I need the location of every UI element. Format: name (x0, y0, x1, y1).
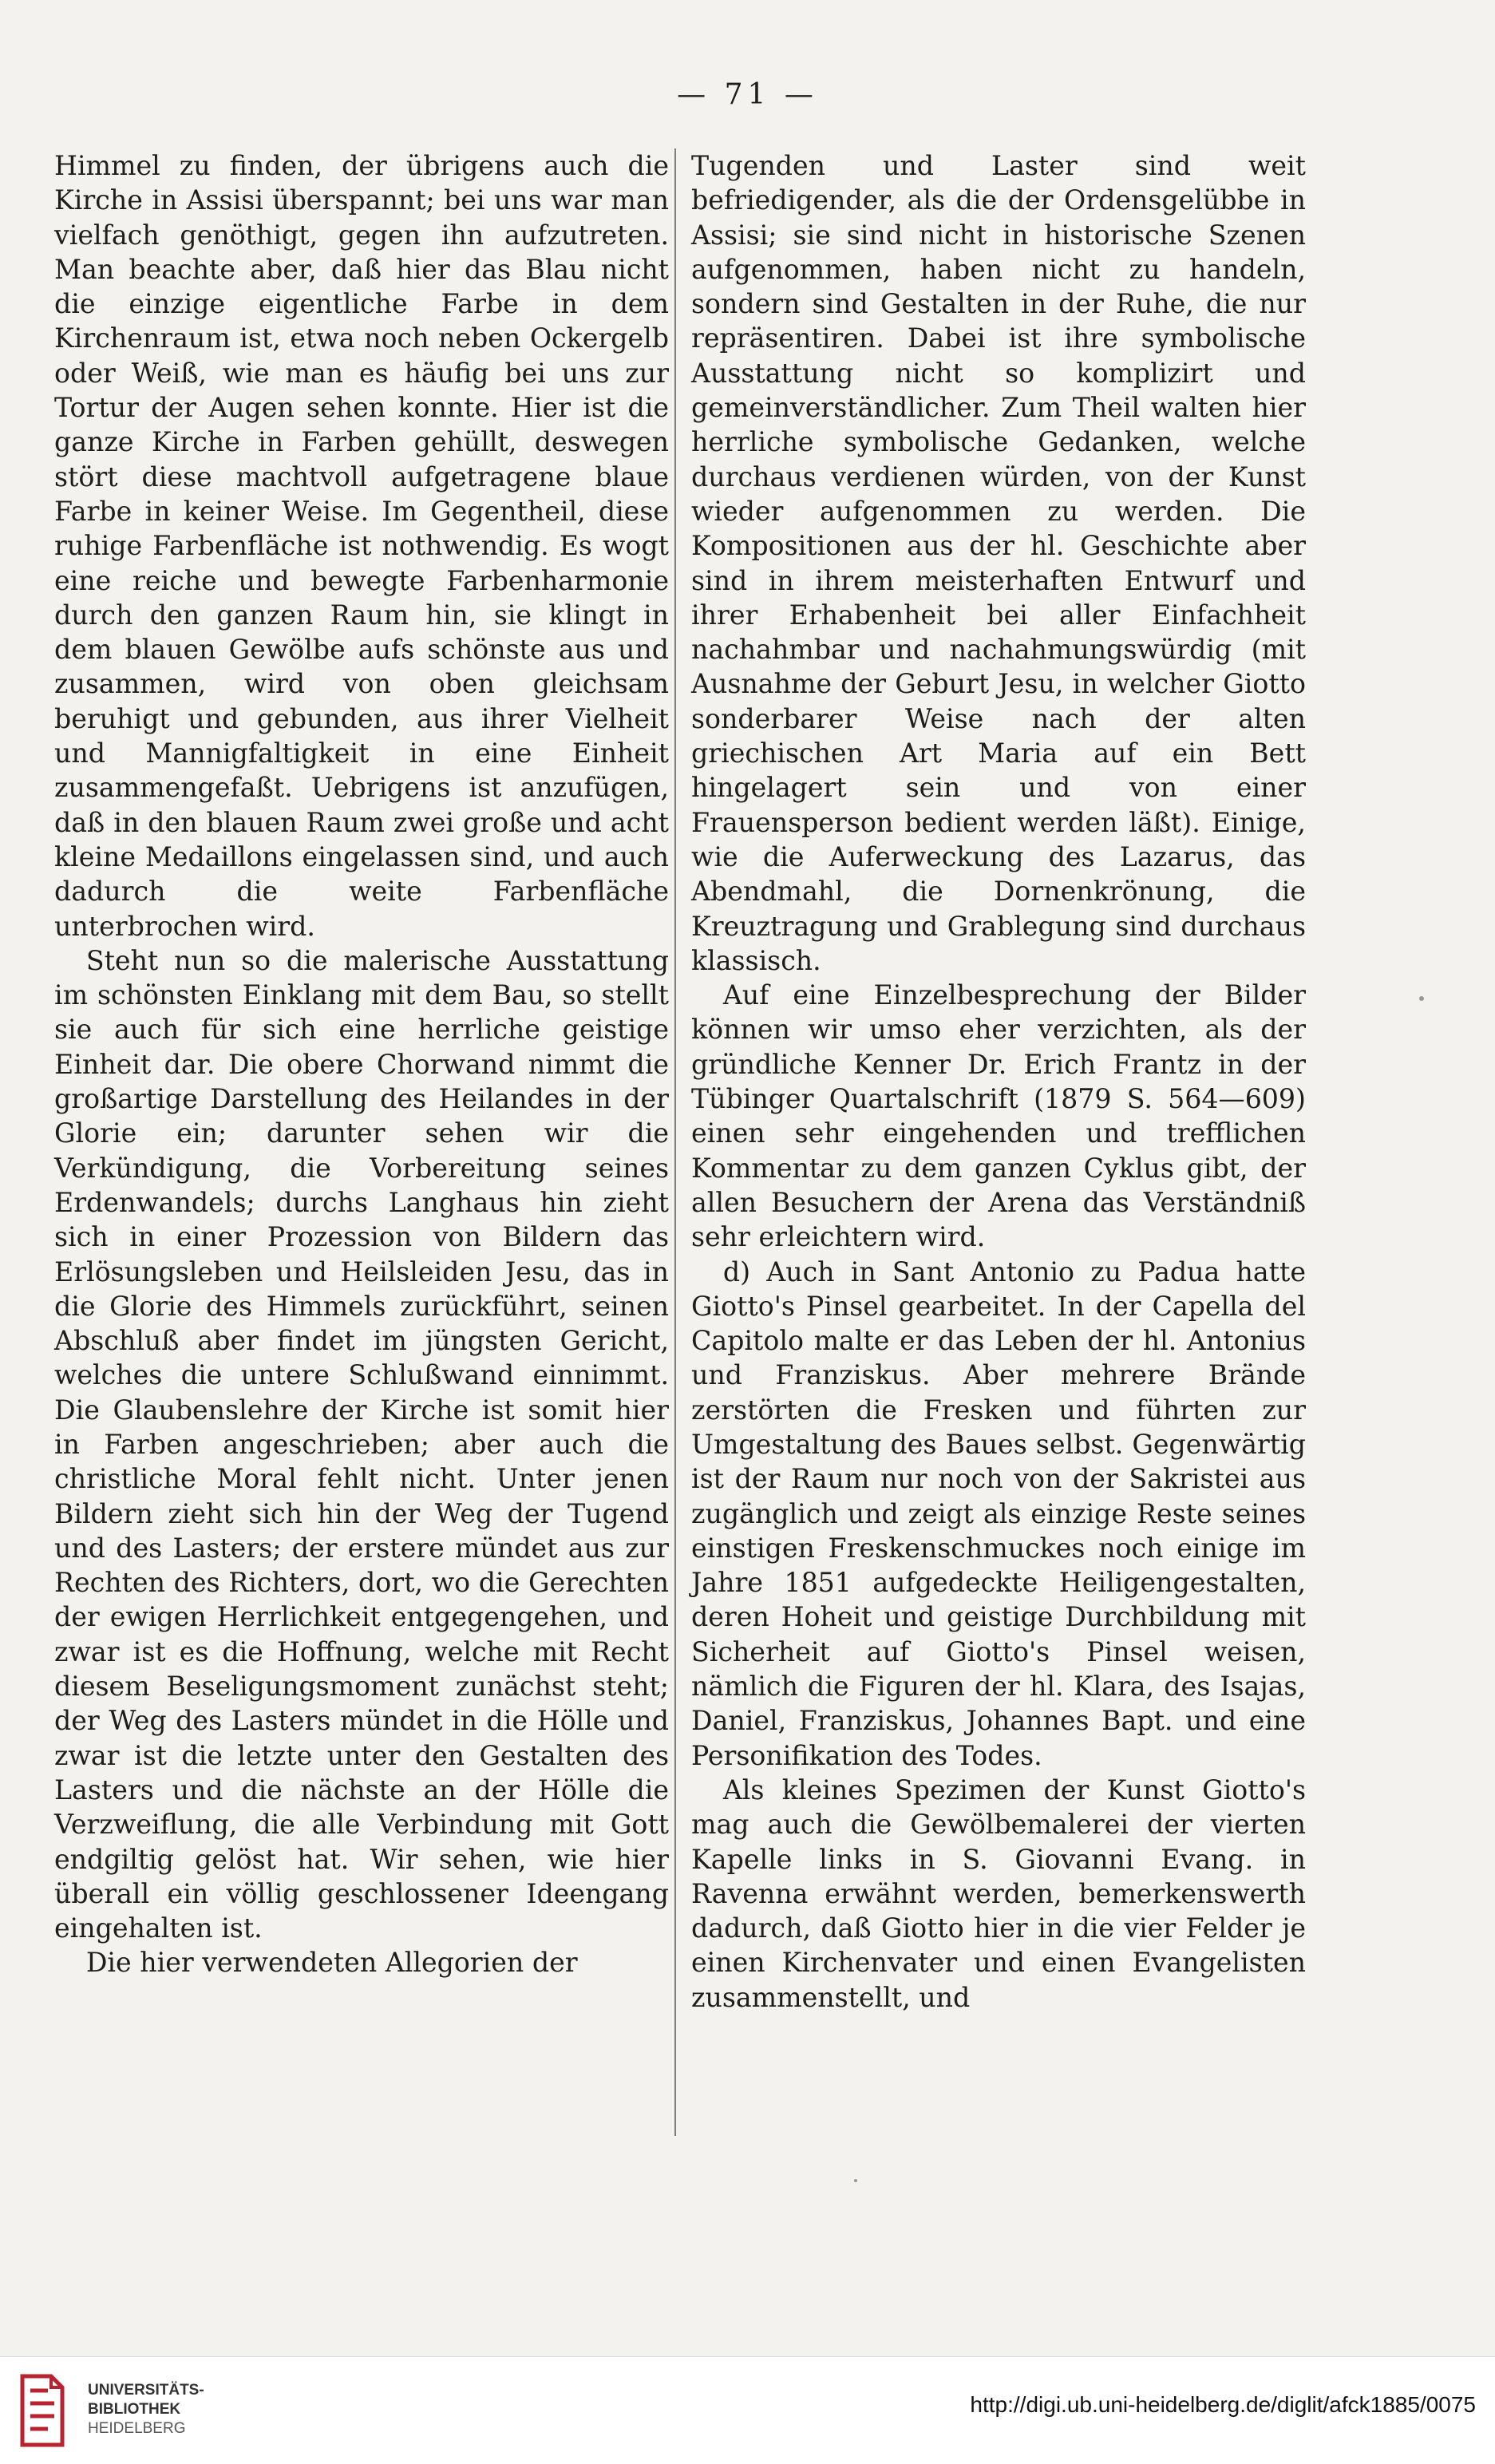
institution-name: UNIVERSITÄTS- BIBLIOTHEK HEIDELBERG (88, 2382, 204, 2437)
left-column (54, 148, 669, 1980)
source-url-link[interactable]: http://digi.ub.uni-heidelberg.de/diglit/afck1885/0075 (970, 2392, 1476, 2417)
footer-bar (0, 2356, 1495, 2464)
paragraph: Himmel zu finden, der übrigens auch die Kirche in Assisi überspannt; bei uns war man vielfach genöthigt, gegen ihn aufzutreten. Man beachte aber, daß hier das Blau nicht die einzige eigentliche Farbe in dem Kirchenraum ist, etwa noch neben Ockergelb oder Weiß, wie man es häufig bei uns zur Tortur der Augen sehen konnte. Hier ist die ganze Kirche in Farben gehüllt, deswegen stört diese machtvoll aufgetragene blaue Farbe in keiner Weise. Im Gegentheil, diese ruhige Farbenfläche ist nothwendig. Es wogt eine reiche und bewegte Farbenharmonie durch den ganzen Raum hin, sie klingt in dem blauen Gewölbe aufs schönste aus und zusammen, wird von oben gleichsam beruhigt und gebunden, aus ihrer Vielheit und Mannigfaltigkeit in eine Einheit zusammengefaßt. Uebrigens ist anzufügen, daß in den blauen Raum zwei große und acht kleine Medaillons eingelassen sind, und auch dadurch die weite Farbenfläche unterbrochen wird. (54, 150, 669, 942)
column-divider (674, 148, 676, 2136)
page-number: — 71 — (677, 78, 818, 111)
paragraph: Auf eine Einzelbesprechung der Bilder können wir umso eher verzichten, als der gründliche Kenner Dr. Erich Frantz in der Tübinger Quartalschrift (1879 S. 564—609) einen sehr eingehenden und trefflichen Kommentar zu dem ganzen Cyklus gibt, der allen Besuchern der Arena das Verständniß sehr erleichtern wird. (691, 979, 1306, 1253)
paragraph: Die hier verwendeten Allegorien der (85, 1947, 578, 1979)
paragraph: d) Auch in Sant Antonio zu Padua hatte Giotto's Pinsel gearbeitet. In der Capella del Capitolo malte er das Leben der hl. Antonius und Franziskus. Aber mehrere Brände zerstörten die Fresken und führten zur Umgestaltung des Baues selbst. Gegenwärtig ist der Raum nur noch von der Sakristei aus zugänglich und zeigt als einzige Reste seines einstigen Freskenschmuckes noch einige im Jahre 1851 aufgedeckte Heiligengestalten, deren Hoheit und geistige Durchbildung mit Sicherheit auf Giotto's Pinsel weisen, nämlich die Figuren der hl. Klara, des Isajas, Daniel, Franziskus, Johannes Bapt. und eine Personifikation des Todes. (691, 1256, 1306, 1771)
speck (854, 2179, 857, 2182)
right-column (691, 148, 1306, 2015)
speck (1419, 996, 1424, 1001)
paragraph: Als kleines Spezimen der Kunst Giotto's mag auch die Gewölbemalerei der vierten Kapelle links in S. Giovanni Evang. in Ravenna erwähnt werden, bemerkenswerth dadurch, daß Giotto hier in die vier Felder je einen Kirchenvater und einen Evangelisten zusammenstellt, und (691, 1774, 1306, 2013)
paragraph: Steht nun so die malerische Ausstattung im schönsten Einklang mit dem Bau, so stellt sie auch für sich eine herrliche geistige Einheit dar. Die obere Chorwand nimmt die großartige Darstellung des Heilandes in der Glorie ein; darunter sehen wir die Verkündigung, die Vorbereitung seines Erdenwandels; durchs Langhaus hin zieht sich in einer Prozession von Bildern das Erlösungsleben und Heilsleiden Jesu, das in die Glorie des Himmels zurückführt, seinen Abschluß aber findet im jüngsten Gericht, welches die untere Schlußwand einnimmt. Die Glaubenslehre der Kirche ist somit hier in Farben angeschrieben; aber auch die christliche Moral fehlt nicht. Unter jenen Bildern zieht sich hin der Weg der Tugend und des Lasters; der erstere mündet aus zur Rechten des Richters, dort, wo die Gerechten der ewigen Herrlichkeit entgegengehen, und zwar ist es die Hoffnung, welche mit Recht diesem Beseligungsmoment zunächst steht; der Weg des Lasters mündet in die Hölle und zwar ist die letzte unter den Gestalten des Lasters und die nächste an der Hölle die Verzweiflung, die alle Verbindung mit Gott endgiltig gelöst hat. Wir sehen, wie hier überall ein völlig geschlossener Ideengang eingehalten ist. (54, 944, 669, 1944)
paragraph: Tugenden und Laster sind weit befriedigender, als die der Ordensgelübbe in Assisi; sie sind nicht in historische Szenen aufgenommen, haben nicht zu handeln, sondern sind Gestalten in der Ruhe, die nur repräsentiren. Dabei ist ihre symbolische Ausstattung nicht so komplizirt und gemeinverständlicher. Zum Theil walten hier herrliche symbolische Gedanken, welche durchaus verdienen würden, von der Kunst wieder aufgenommen zu werden. Die Kompositionen aus der hl. Geschichte aber sind in ihrem meisterhaften Entwurf und ihrer Erhabenheit bei aller Einfachheit nachahmbar und nachahmungswürdig (mit Ausnahme der Geburt Jesu, in welcher Giotto sonderbarer Weise nach der alten griechischen Art Maria auf ein Bett hingelagert sein und von einer Frauensperson bedient werden läßt). Einige, wie die Auferweckung des Lazarus, das Abendmahl, die Dornenkrönung, die Kreuztragung und Grablegung sind durchaus klassisch. (691, 150, 1306, 976)
heidelberg-library-logo-icon (16, 2373, 69, 2448)
